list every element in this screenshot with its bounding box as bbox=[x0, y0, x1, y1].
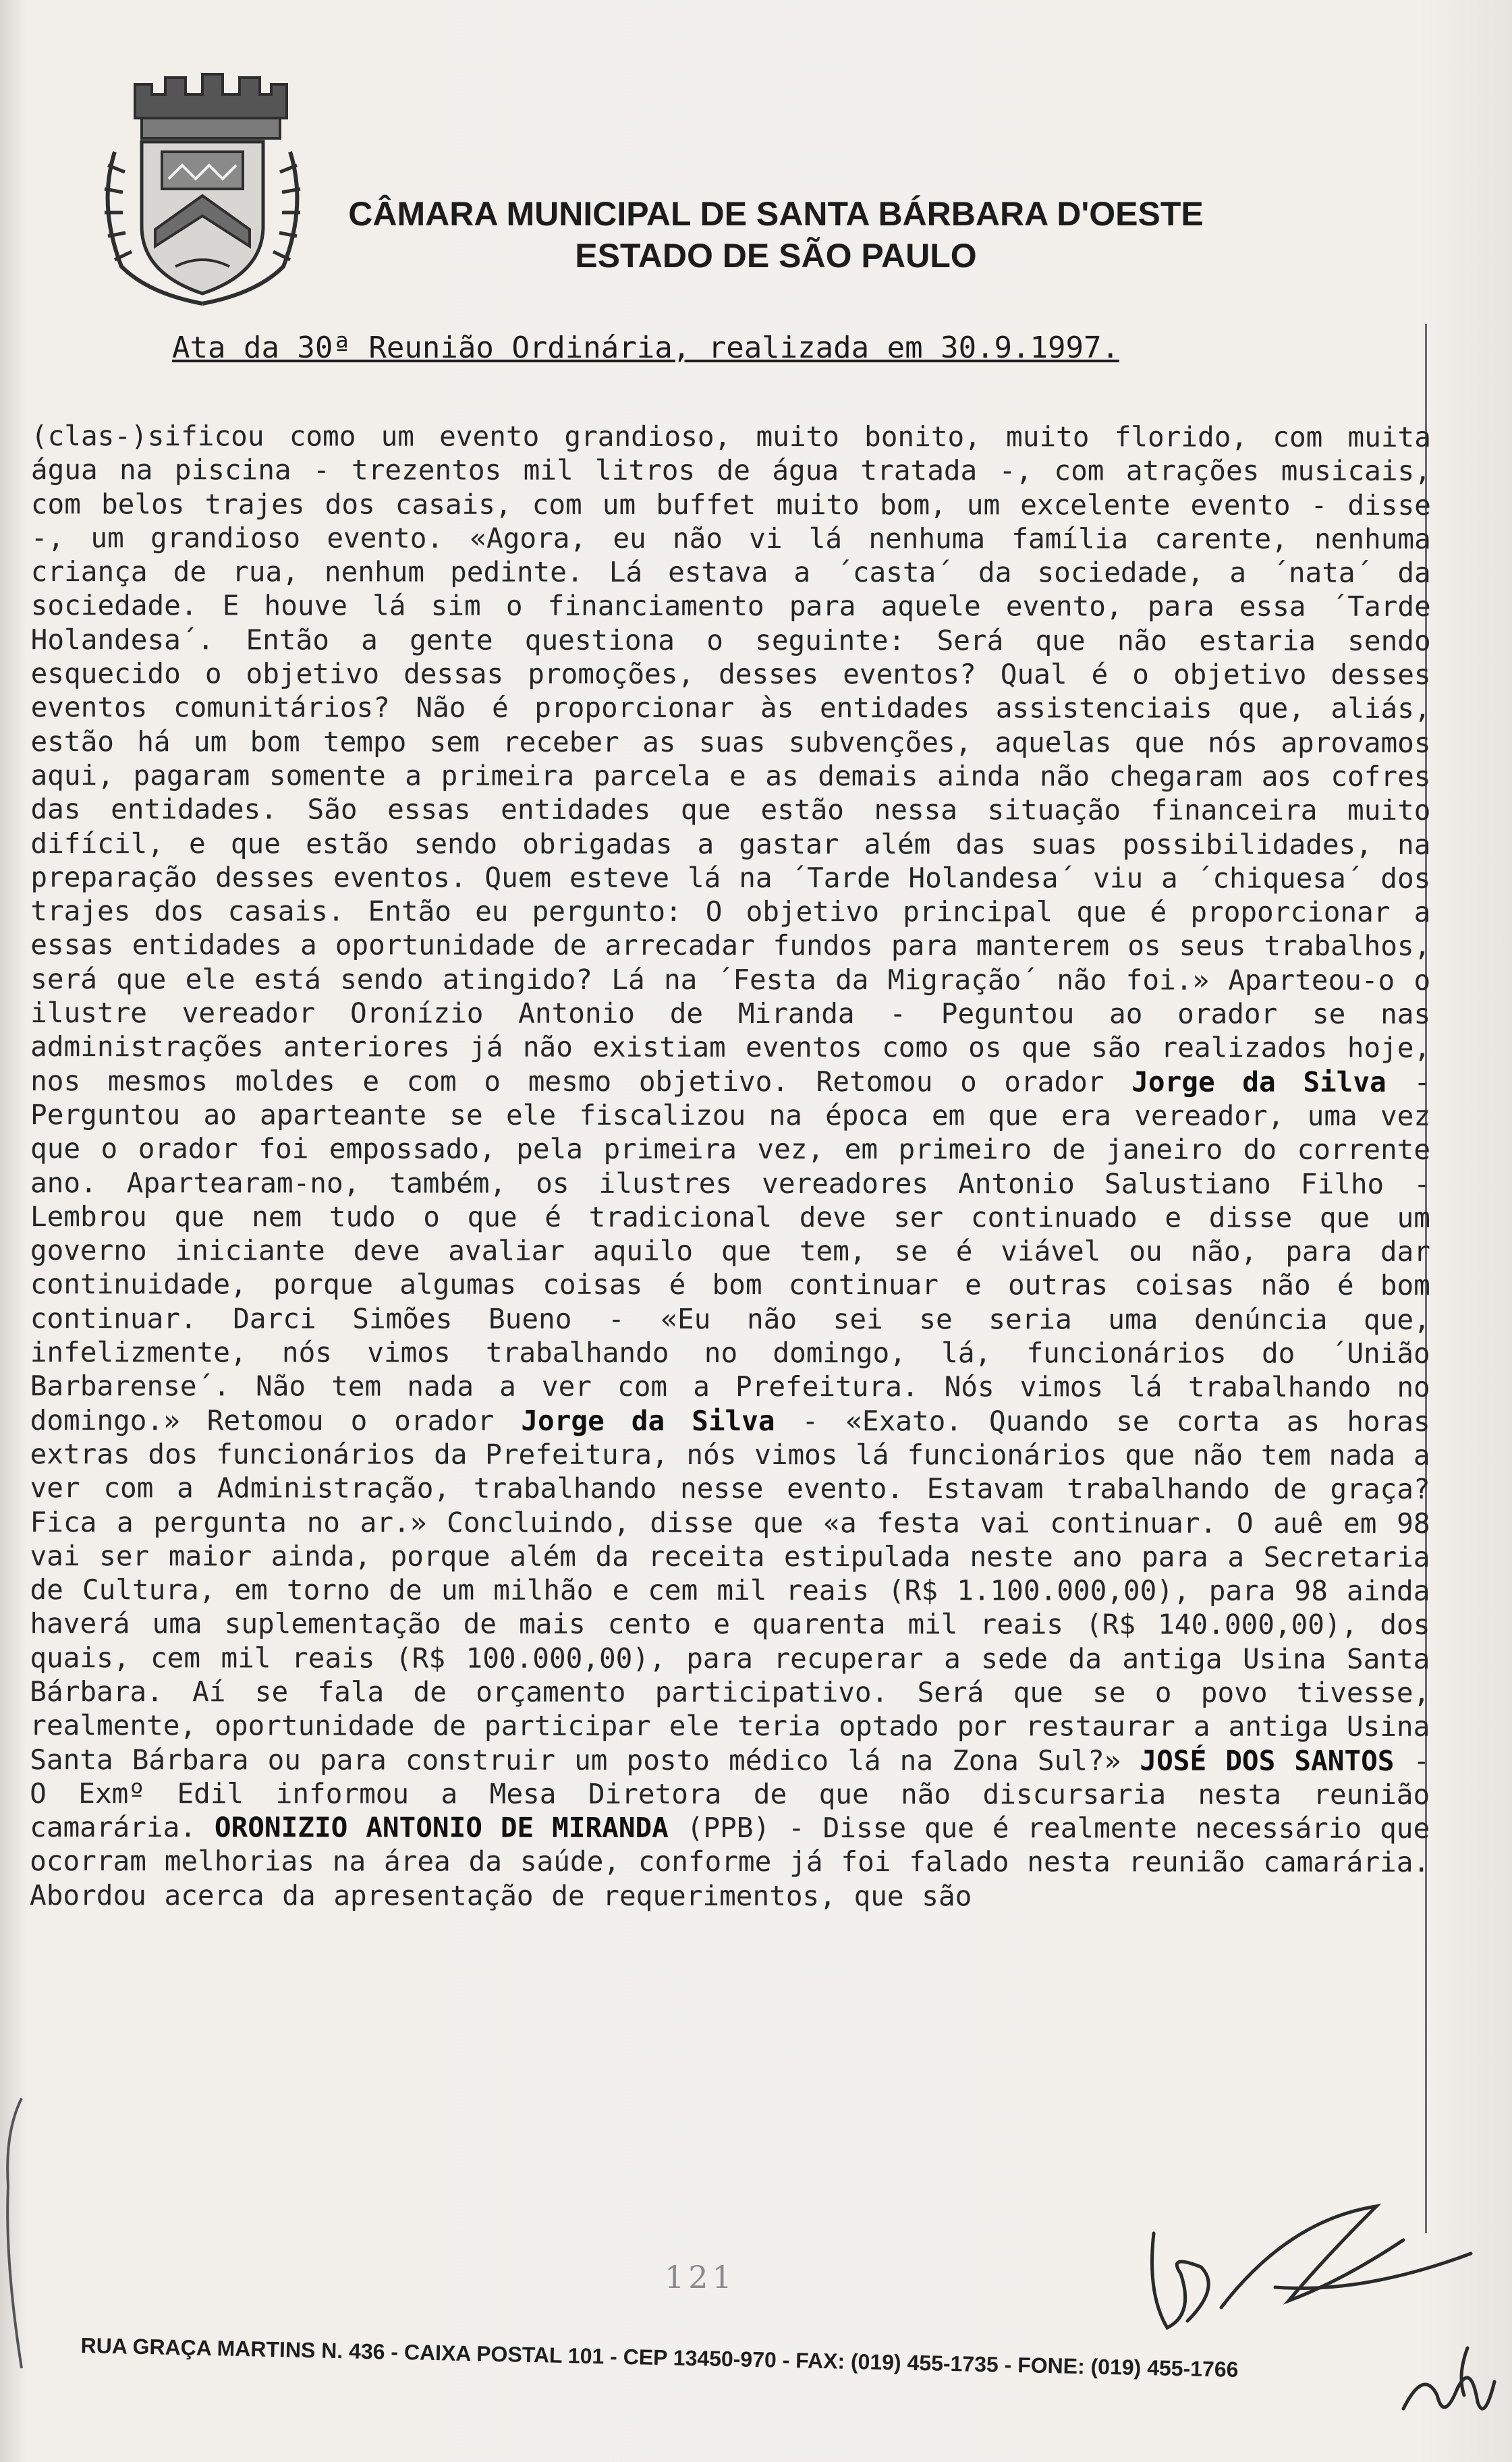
margin-mark-icon bbox=[1, 2092, 28, 2375]
speaker-name: ORONIZIO ANTONIO DE MIRANDA bbox=[214, 1811, 669, 1845]
minutes-body bbox=[30, 419, 1449, 1913]
page-number: 121 bbox=[665, 2259, 736, 2295]
speaker-name: Jorge da Silva bbox=[521, 1404, 775, 1437]
handwritten-signature-icon bbox=[1120, 2193, 1498, 2449]
footer-address: RUA GRAÇA MARTINS N. 436 - CAIXA POSTAL 101 - CEP 13450-970 - FAX: (019) 455-1735 - FONE: (019) 455-1766 bbox=[80, 2333, 1239, 2382]
municipal-coat-of-arms-icon bbox=[94, 71, 310, 314]
body-paragraph-4: - O Exmº Edil informou a Mesa Diretora de que não discursaria nesta reunião camarária. bbox=[30, 1744, 1448, 1844]
letterhead bbox=[0, 0, 1512, 310]
body-paragraph-1: (clas-)sificou como um evento grandioso, muito bonito, muito florido, com muita água na piscina - trezentos mil litros de água tratada -, com atrações musicais, com belos trajes dos casais, com um buffet muito bom, um excelente evento - disse -, um grandioso evento. «Agora, eu não vi lá nenhuma família carente, nenhuma criança de rua, nenhum pedinte. Lá estava a ´casta´ da sociedade, a ´nata´ da sociedade. E houve lá sim o financiamento para aquele evento, para essa ´Tarde Holandesa´. Então a gente questiona o seguinte: Será que não estaria sendo esquecido o objetivo dessas promoções, desses eventos? Qual é o objetivo desses eventos comunitários? Não é proporcionar às entidades assistenciais que, aliás, estão há um bom tempo sem receber as suas subvenções, aquelas que nós aprovamos aqui, pagaram somente a primeira parcela e as demais ainda não chegaram aos cofres das entidades. São essas entidades que estão nessa situação financeira muito difícil, e que estão sendo obrigadas a gastar além das suas possibilidades, na preparação desses eventos. Quem esteve lá na ´Tarde Holandesa´ viu a ´chiquesa´ dos trajes dos casais. Então eu pergunto: O objetivo principal que é proporcionar a essas entidades a oportunidade de arrecadar fundos para manterem os seus trabalhos, será que ele está sendo atingido? Lá na ´Festa da Migração´ não foi.» Aparteou-o o ilustre vereador Oronízio Antonio de Miranda - Peguntou ao orador se nas administrações anteriores já não existiam eventos como os que são realizados hoje, nos mesmos moldes e com o mesmo objetivo. Retomou o orador bbox=[30, 420, 1449, 1098]
speaker-name: JOSÉ DOS SANTOS bbox=[1140, 1744, 1395, 1777]
speaker-name: Jorge da Silva bbox=[1131, 1065, 1387, 1098]
organization-state: ESTADO DE SÃO PAULO bbox=[575, 237, 977, 275]
organization-name: CÂMARA MUNICIPAL DE SANTA BÁRBARA D'OESTE bbox=[348, 195, 1204, 233]
document-title: Ata da 30ª Reunião Ordinária, realizada em 30.9.1997. bbox=[172, 331, 1119, 365]
body-paragraph-3: - «Exato. Quando se corta as horas extras dos funcionários da Prefeitura, nós vimos lá funcionários que não tem nada a ver com a Administração, trabalhando nesse evento. Estavam trabalhando de graça? Fica a pergunta no ar.» Concluindo, disse que «a festa vai continuar. O auê em 98 vai ser maior ainda, porque além da receita estipulada neste ano para a Secretaria de Cultura, em torno de um milhão e cem mil reais (R$ 1.100.000,00), para 98 ainda haverá uma suplementação de mais cento e quarenta mil reais (R$ 140.000,00), dos quais, cem mil reais (R$ 100.000,00), para recuperar a sede da antiga Usina Santa Bárbara. Aí se fala de orçamento participativo. Será que se o povo tivesse, realmente, oportunidade de participar ele teria optado por restaurar a antiga Usina Santa Bárbara ou para construir um posto médico lá na Zona Sul?» bbox=[30, 1404, 1449, 1777]
body-paragraph-5: (PPB) - Disse que é realmente necessário que ocorram melhorias na área da saúde, conforme já foi falado nesta reunião camarária. Abordou acerca da apresentação de requerimentos, que são bbox=[30, 1812, 1448, 1913]
body-paragraph-2: - Perguntou ao aparteante se ele fiscalizou na época em que era vereador, uma vez que o orador foi empossado, pela primeira vez, em primeiro de janeiro do corrente ano. Apartearam-no, também, os ilustres vereadores Antonio Salustiano Filho - Lembrou que nem tudo o que é tradicional deve ser continuado e disse que um governo iniciante deve avaliar aquilo que tem, se é viável ou não, para dar continuidade, porque algumas coisas é bom continuar e outras coisas não é bom continuar. Darci Simões Bueno - «Eu não sei se seria uma denúncia que, infelizmente, nós vimos trabalhando no domingo, lá, funcionários do ´União Barbarense´. Não tem nada a ver com a Prefeitura. Nós vimos lá trabalhando no domingo.» Retomou o orador bbox=[30, 1065, 1449, 1437]
